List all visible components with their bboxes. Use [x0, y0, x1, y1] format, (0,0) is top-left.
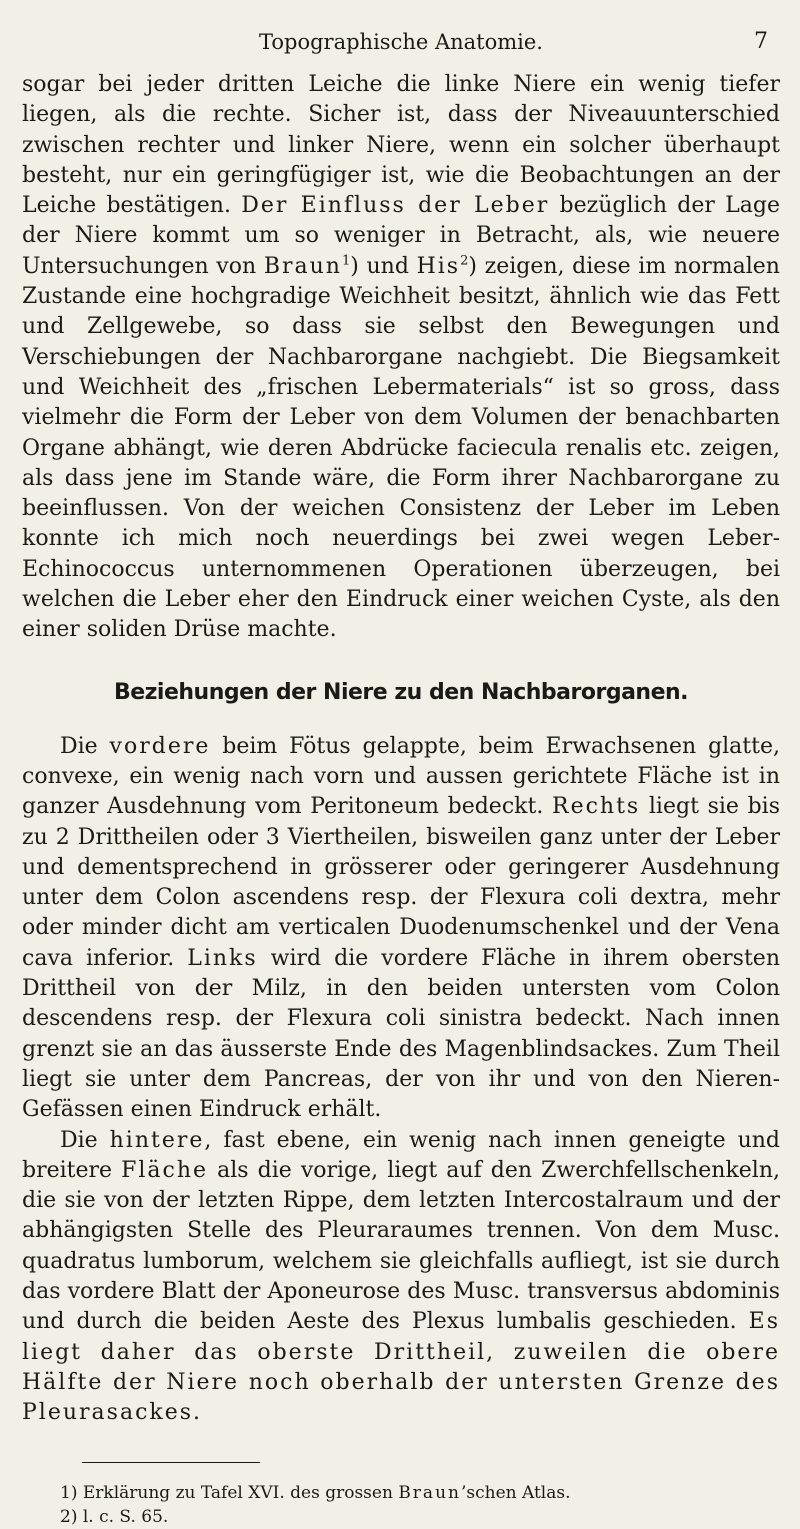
spaced-emphasis: hintere — [109, 1127, 205, 1153]
spaced-emphasis: vordere — [109, 733, 211, 759]
paragraph-anterior-surface — [22, 732, 780, 1126]
spaced-emphasis: Links — [187, 945, 258, 971]
text-run: bezüglich der Lage der Niere kommt um so weniger in Betracht, als, wie neuere Untersuchungen von — [22, 193, 781, 279]
paragraph-liver-influence — [22, 70, 780, 646]
text-run: als die vorige, liegt auf den Zwerchfellschenkeln, die sie von der letzten Rippe, dem letzten Intercostalraum und der abhängigsten Stelle des Pleuraraumes trennen. Von dem Musc. quadratus lumborum, welchem sie gleichfalls aufliegt, ist sie durch das vordere Blatt der Aponeurose des Musc. transversus abdominis und durch die beiden Aeste des Plexus lumbalis geschieden. — [22, 1157, 781, 1335]
text-run: 1) Erklärung zu Tafel XVI. des grossen — [60, 1483, 399, 1504]
footnote-1 — [60, 1481, 780, 1505]
text-run: Die — [60, 733, 110, 759]
footnote-divider — [82, 1462, 260, 1463]
text-run: sogar bei jeder dritten Leiche die linke Niere ein wenig tiefer liegen, als die rechte. Sicher ist, dass der Niveauunterschied zwischen rechter und linker Niere, wenn ein solcher überhaupt besteht, nur ein geringfügiger ist, wie die Beobachtungen an der Leiche bestätigen. — [22, 72, 780, 219]
spaced-emphasis: Es liegt daher das oberste Drittheil, zuweilen die obere Hälfte der Niere noch oberhalb der untersten Grenze des Pleurasackes. — [22, 1309, 780, 1426]
spaced-emphasis: Der Einfluss der Leber — [241, 193, 550, 219]
section-heading: Beziehungen der Niere zu den Nachbarorganen. — [113, 679, 689, 705]
running-head — [22, 22, 780, 62]
text-run: liegt sie bis zu 2 Drittheilen oder 3 Viertheilen, bisweilen ganz unter der Leber und dementsprechend in grösserer oder geringerer Ausdehnung unter dem Colon ascendens resp. der Flexura coli dextra, mehr oder minder dicht am verticalen Duodenumschenkel und der Vena cava inferior. — [22, 794, 781, 971]
page-number: 7 — [754, 29, 768, 54]
text-run: beim Fötus gelappte, beim Erwachsenen glatte, convexe, ein wenig nach vorn und aussen gerichtete Fläche ist in ganzer Ausdehnung vom Peritoneum bedeckt. — [22, 733, 780, 820]
footnote-ref: 1 — [341, 253, 351, 269]
author-name-braun: Braun — [398, 1483, 461, 1504]
body-text — [22, 70, 780, 1428]
text-run: , fast ebene, ein wenig nach innen geneigte und breitere — [22, 1127, 781, 1183]
author-name-braun: Braun — [263, 253, 342, 279]
text-run: Die — [60, 1127, 110, 1153]
text-run: ’schen Atlas. — [460, 1483, 571, 1504]
text-run: 2) l. c. S. 65. — [60, 1507, 169, 1528]
text-run: ) zeigen, diese im normalen Zustande eine hochgradige Weichheit besitzt, ähnlich wie das Fett und Zellgewebe, so dass sie selbst den Bewegungen und Verschiebungen der Nachbarorgane nachgiebt. Die Biegsamkeit und Weichheit des „frischen Lebermaterials“ ist so gross, dass vielmehr die Form der Leber von dem Volumen der benachbarten Organe abhängt, wie deren Abdrücke faciecula renalis etc. zeigen, als dass jene im Stande wäre, die Form ihrer Nachbarorgane zu beeinflussen. Von der weichen Consistenz der Leber im Leben konnte ich mich noch neuerdings bei zwei wegen Leber-Echinococcus unternommenen Operationen überzeugen, bei welchen die Leber eher den Eindruck einer weichen Cyste, als den einer soliden Drüse machte. — [22, 253, 780, 643]
spaced-emphasis: Rechts — [552, 794, 641, 820]
paragraph-posterior-surface — [22, 1126, 780, 1429]
author-name-his: His — [416, 253, 461, 279]
text-run: ) und — [350, 253, 417, 279]
footnote-ref: 2 — [460, 253, 469, 269]
footnote-2 — [60, 1505, 780, 1529]
running-head-title: Topographische Anatomie. — [259, 30, 543, 54]
text-run: wird die vordere Fläche in ihrem obersten Drittheil von der Milz, in den beiden untersten vom Colon descendens resp. der Flexura coli sinistra bedeckt. Nach innen grenzt sie an das äusserste Ende des Magenblindsackes. Zum Theil liegt sie unter dem Pancreas, der von ihr und von den Nieren-Gefässen einen Eindruck erhält. — [22, 945, 780, 1123]
footnotes — [60, 1481, 780, 1529]
spaced-emphasis: Fläche — [121, 1157, 209, 1183]
